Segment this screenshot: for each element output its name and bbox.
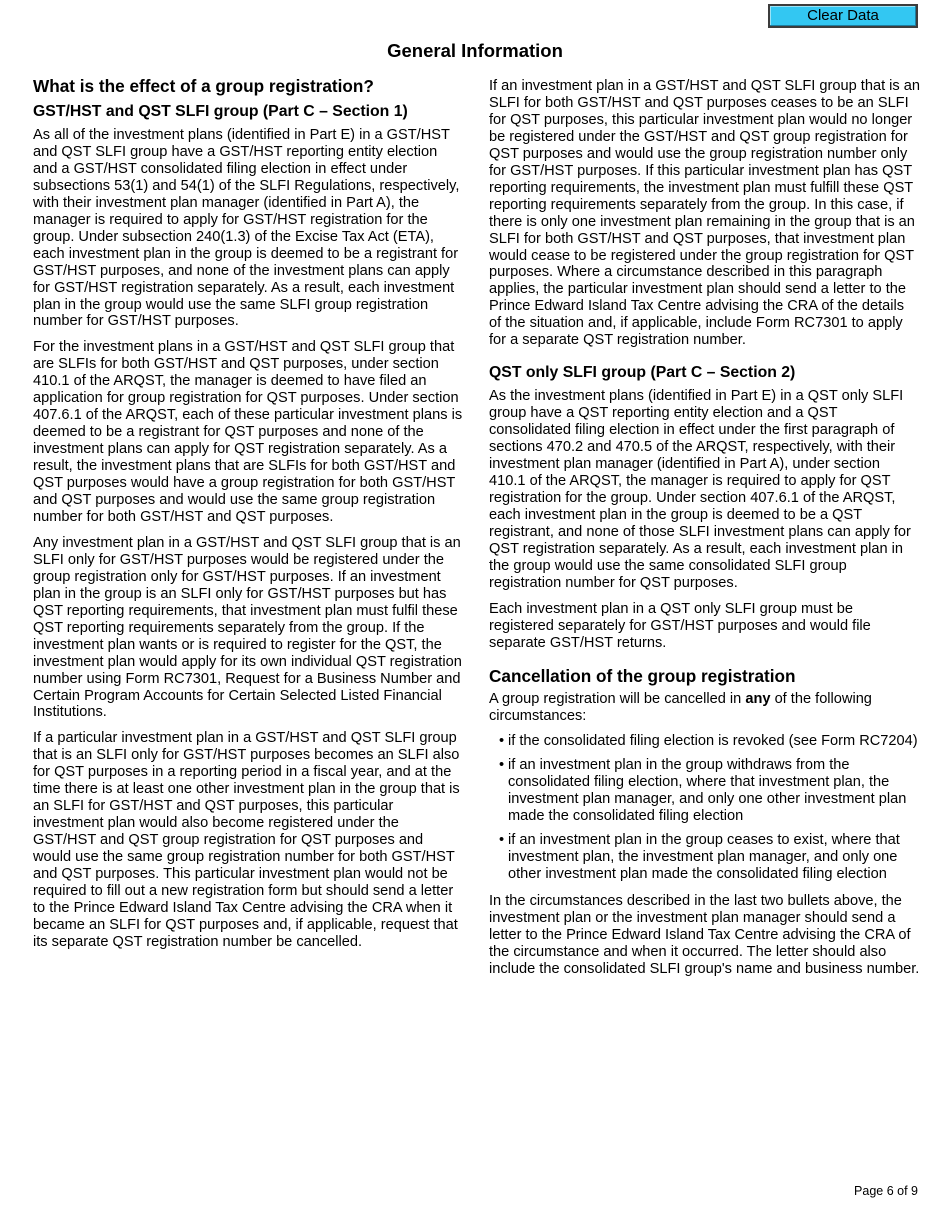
cancellation-bullet-list [489,733,920,883]
left-column [33,76,465,960]
effect-heading: What is the effect of a group registration? [33,76,374,96]
cancellation-intro [489,691,920,725]
paragraph: In the circumstances described in the last two bullets above, the investment plan or the investment plan manager should send a letter to the Prince Edward Island Tax Centre advising the CRA of the circumstance and when it occurred. The letter should also include the consolidated SLFI group's name and business number. [489,893,920,977]
gst-qst-group-subheading: GST/HST and QST SLFI group (Part C – Section 1) [33,103,408,120]
list-item: • if an investment plan in the group withdraws from the consolidated filing election, where that investment plan, the investment plan manager, and only one other investment plan made the consolidated filing election [499,757,920,825]
page-title: General Information [387,40,563,61]
list-item: • if an investment plan in the group ceases to exist, where that investment plan, the investment plan manager, and only one other investment plan made the consolidated filing election [499,832,920,883]
page-number: Page 6 of 9 [854,1184,918,1198]
paragraph: Each investment plan in a QST only SLFI group must be registered separately for GST/HST purposes and would file separate GST/HST returns. [489,600,871,651]
clear-data-button[interactable]: Clear Data [768,4,918,28]
paragraph: Any investment plan in a GST/HST and QST SLFI group that is an SLFI only for GST/HST purposes would be registered under the group registration only for GST/HST purposes. If an investment plan in the group is an SLFI only for GST/HST purposes but has QST reporting requirements, that investment plan must fulfil these QST reporting requirements separately from the group. If the investment plan wants or is required to register for the QST, the investment plan would apply for its own individual QST registration number using Form RC7301, Request for a Business Number and Certain Program Accounts for Certain Selected Listed Financial Institutions. [33,534,462,721]
list-item: • if the consolidated filing election is revoked (see Form RC7204) [499,733,920,750]
paragraph: As the investment plans (identified in Part E) in a QST only SLFI group have a QST reporting entity election and a QST consolidated filing election in effect under the first paragraph of sections 470.2 and 470.5 of the ARQST, respectively, with their investment plan manager (identified in Part A), under section 410.1 of the ARQST, the manager is required to apply for QST registration for the group. Under section 407.6.1 of the ARQST, each investment plan in the group is deemed to be a QST registrant, and none of those SLFI investment plans can apply for QST registration separately. As a result, each investment plan in the group would use the same consolidated SLFI group registration number for QST purposes. [489,388,911,591]
qst-only-subheading: QST only SLFI group (Part C – Section 2) [489,364,796,382]
cancellation-intro-text: A group registration will be cancelled in [489,690,746,707]
paragraph: As all of the investment plans (identified in Part E) in a GST/HST and QST SLFI group have a GST/HST reporting entity election and a GST/HST consolidated filing election in effect under subsections 53(1) and 54(1) of the SLFI Regulations, respectively, with their investment plan manager (identified in Part A), the manager is required to apply for GST/HST registration for the group. Under subsection 240(1.3) of the Excise Tax Act (ETA), each investment plan in the group is deemed to be a registrant for GST/HST purposes, and none of the investment plans can apply for GST/HST registration separately. As a result, each investment plan in the group would use the same SLFI group registration number for GST/HST purposes. [33,127,460,330]
paragraph: If a particular investment plan in a GST/HST and QST SLFI group that is an SLFI only for GST/HST purposes becomes an SLFI also for QST purposes in a reporting period in a fiscal year, and at the time there is at least one other investment plan in the group that is an SLFI for GST/HST and QST purposes, this particular investment plan would also become registered under the GST/HST and QST group registration for QST purposes and would use the same group registration number for both GST/HST and QST purposes. This particular investment plan would not be required to fill out a new registration form but should send a letter to the Prince Edward Island Tax Centre advising the CRA when it became an SLFI for QST purposes and, if applicable, request that its separate QST registration number be cancelled. [33,730,460,950]
cancellation-intro-emphasis: any [745,690,771,707]
cancellation-intro-text-end: of the following circumstances: [489,690,872,724]
right-column [489,78,920,987]
cancellation-heading: Cancellation of the group registration [489,665,796,686]
paragraph: For the investment plans in a GST/HST and QST SLFI group that are SLFIs for both GST/HST and QST purposes, under section 410.1 of the ARQST, the manager is deemed to have filed an application for group registration for QST purposes. Under section 407.6.1 of the ARQST, each of these particular investment plans is deemed to be a registrant for QST purposes and none of the investment plans can apply for QST registration separately. As a result, the investment plans that are SLFIs for both GST/HST and QST purposes would have a group registration for both GST/HST and QST purposes and would use the same group registration number for both GST/HST and QST purposes. [33,339,463,525]
paragraph: If an investment plan in a GST/HST and QST SLFI group that is an SLFI for both GST/HST and QST purposes ceases to be an SLFI for QST purposes, this particular investment plan would no longer be registered under the GST/HST and QST group registration for QST purposes and would use the group registration number only for GST/HST purposes. If this particular investment plan has QST reporting requirements, the investment plan must fulfill these QST reporting requirements separately from the group. In this case, if there is only one investment plan remaining in the group that is an SLFI for both GST/HST and QST purposes, that investment plan would cease to be registered under the group registration for QST purposes. Where a circumstance described in this paragraph applies, the particular investment plan should send a letter to the Prince Edward Island Tax Centre advising the CRA of the details of the situation and, if applicable, include Form RC7301 to apply for a separate QST registration number. [489,78,921,349]
